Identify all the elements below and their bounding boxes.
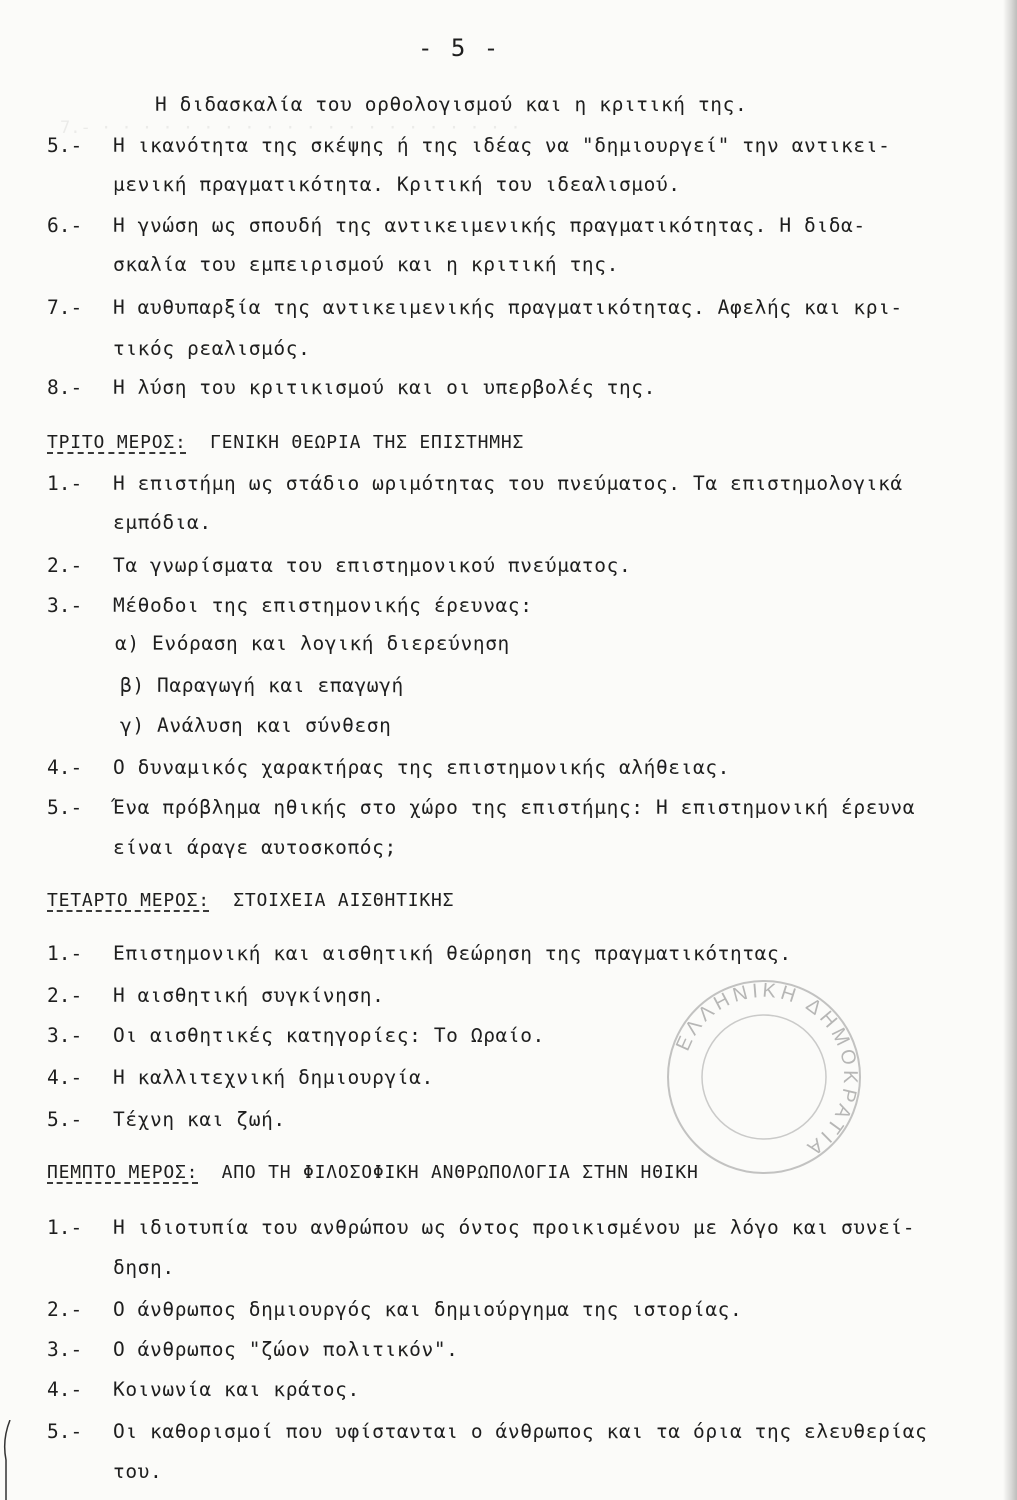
section-heading <box>47 432 524 453</box>
page-edge-shadow <box>1003 0 1017 1500</box>
item-number: 5.- <box>47 134 83 157</box>
section-label: ΤΕΤΑΡΤΟ ΜΕΡΟΣ: <box>47 890 210 911</box>
item-text: Ο δυναμικός χαρακτήρας της επιστημονικής αλήθειας. <box>113 756 730 779</box>
item-text: εμπόδια. <box>113 511 212 534</box>
item-number: 4.- <box>47 1378 83 1401</box>
item-text: Μέθοδοι της επιστημονικής έρευνας: <box>113 594 533 617</box>
item-number: 5.- <box>47 1420 83 1443</box>
item-number: 3.- <box>47 1024 83 1047</box>
item-text: Η λύση του κριτικισμού και οι υπερβολές της. <box>113 376 656 399</box>
item-text: δηση. <box>113 1256 175 1279</box>
section-title: ΑΠΟ ΤΗ ΦΙΛΟΣΟΦΙΚΗ ΑΝΘΡΩΠΟΛΟΓΙΑ ΣΤΗΝ ΗΘΙΚΗ <box>221 1162 699 1183</box>
item-text: Ένα πρόβλημα ηθικής στο χώρο της επιστήμης: Η επιστημονική έρευνα <box>113 796 916 819</box>
item-number: 1.- <box>47 472 83 495</box>
item-number: 2.- <box>47 1298 83 1321</box>
page-number: - 5 - <box>418 34 501 62</box>
item-number: 4.- <box>47 1066 83 1089</box>
item-text: Επιστημονική και αισθητική θεώρηση της πραγματικότητας. <box>113 942 792 965</box>
item-text: μενική πραγματικότητα. Κριτική του ιδεαλισμού. <box>113 173 681 196</box>
item-text: Η αυθυπαρξία της αντικειμενικής πραγματικότητας. Αφελής και κρι- <box>113 296 903 319</box>
item-text: Τα γνωρίσματα του επιστημονικού πνεύματος. <box>113 554 632 577</box>
section-heading <box>47 1162 699 1183</box>
item-text: Τέχνη και ζωή. <box>113 1108 286 1131</box>
section-heading <box>47 890 454 911</box>
item-number: 1.- <box>47 1216 83 1239</box>
item-number: 4.- <box>47 756 83 779</box>
item-text: Οι αισθητικές κατηγορίες: Το Ωραίο. <box>113 1024 545 1047</box>
item-number: 3.- <box>47 1338 83 1361</box>
item-text: Η επιστήμη ως στάδιο ωριμότητας του πνεύματος. Τα επιστημολογικά <box>113 472 903 495</box>
official-stamp <box>662 975 867 1180</box>
item-number: 2.- <box>47 984 83 1007</box>
section-title: ΓΕΝΙΚΗ ΘΕΩΡΙΑ ΤΗΣ ΕΠΙΣΤΗΜΗΣ <box>209 432 525 453</box>
item-text: σκαλία του εμπειρισμού και η κριτική της. <box>113 253 619 276</box>
sub-item: β) Παραγωγή και επαγωγή <box>120 674 404 697</box>
item-number: 6.- <box>47 214 83 237</box>
sub-item: γ) Ανάλυση και σύνθεση <box>120 714 392 737</box>
item-text: Κοινωνία και κράτος. <box>113 1378 360 1401</box>
item-number: 1.- <box>47 942 83 965</box>
item-text: Ο άνθρωπος "ζώον πολιτικόν". <box>113 1338 459 1361</box>
item-text: Η καλλιτεχνική δημιουργία. <box>113 1066 434 1089</box>
item-number: 2.- <box>47 554 83 577</box>
item-number: 5.- <box>47 796 83 819</box>
item-text: τικός ρεαλισμός. <box>113 337 311 360</box>
intro-line: Η διδασκαλία του ορθολογισμού και η κριτική της. <box>155 93 748 116</box>
item-number: 8.- <box>47 376 83 399</box>
item-number: 3.- <box>47 594 83 617</box>
item-text: Η ιδιοτυπία του ανθρώπου ως όντος προικισμένου με λόγο και συνεί- <box>113 1216 916 1239</box>
section-label: ΤΡΙΤΟ ΜΕΡΟΣ: <box>47 432 187 453</box>
section-label: ΠΕΜΠΤΟ ΜΕΡΟΣ: <box>47 1162 199 1183</box>
sub-item: α) Ενόραση και λογική διερεύνηση <box>115 632 510 655</box>
item-text: Ο άνθρωπος δημιουργός και δημιούργημα της ιστορίας. <box>113 1298 743 1321</box>
bleed-through: 7.- · · · · · · · · · · · · · · · · · · · · · <box>60 118 521 138</box>
item-text: είναι άραγε αυτοσκοπός; <box>113 836 397 859</box>
item-text: του. <box>113 1460 163 1483</box>
item-text: Η γνώση ως σπουδή της αντικειμενικής πραγματικότητας. Η διδα- <box>113 214 866 237</box>
item-text: Η αισθητική συγκίνηση. <box>113 984 385 1007</box>
item-number: 7.- <box>47 296 83 319</box>
item-text: Οι καθορισμοί που υφίστανται ο άνθρωπος και τα όρια της ελευθερίας <box>113 1420 928 1443</box>
section-title: ΣΤΟΙΧΕΙΑ ΑΙΣΘΗΤΙΚΗΣ <box>233 890 455 911</box>
margin-mark <box>0 1420 40 1500</box>
svg-text:ΕΛΛΗΝΙΚΗ ΔΗΜΟΚΡΑΤΙΑ: ΕΛΛΗΝΙΚΗ ΔΗΜΟΚΡΑΤΙΑ <box>671 979 862 1162</box>
item-text: Η ικανότητα της σκέψης ή της ιδέας να "δημιουργεί" την αντικει- <box>113 134 891 157</box>
item-number: 5.- <box>47 1108 83 1131</box>
